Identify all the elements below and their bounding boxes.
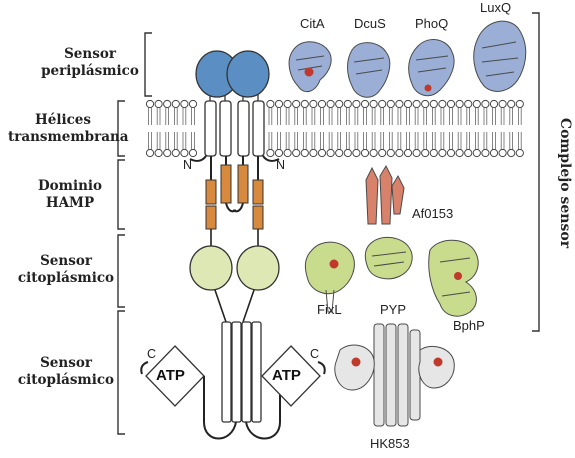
lipid-head bbox=[189, 100, 196, 107]
lipid-tail bbox=[372, 108, 375, 125]
c-terminus-right-label: C bbox=[310, 347, 320, 361]
lipid-tail bbox=[389, 108, 392, 125]
lipid-tail bbox=[286, 132, 289, 149]
lipid-tail bbox=[381, 132, 384, 149]
structure-BphP bbox=[429, 240, 478, 316]
protein-label-Af0153: Af0153 bbox=[412, 206, 454, 221]
lipid-head bbox=[284, 100, 291, 107]
lipid-head bbox=[396, 100, 403, 107]
bracket-cytoplasmic-2 bbox=[118, 311, 125, 434]
structure-DcuS bbox=[348, 43, 390, 98]
label-line-2: citoplásmico bbox=[17, 270, 115, 286]
lipid-tail bbox=[407, 108, 410, 125]
tm-helix bbox=[238, 101, 249, 156]
lipid-head bbox=[146, 149, 153, 156]
lipid-tail bbox=[174, 132, 177, 149]
dhp-helix bbox=[222, 322, 231, 422]
lipid-tail bbox=[166, 132, 169, 149]
lipid-head bbox=[327, 149, 334, 156]
lipid-head bbox=[301, 149, 308, 156]
lipid-head bbox=[293, 100, 300, 107]
lipid-head bbox=[327, 100, 334, 107]
lipid-head bbox=[430, 100, 437, 107]
hamp-linkers bbox=[211, 156, 258, 211]
lipid-head bbox=[370, 149, 377, 156]
lipid-tail bbox=[484, 132, 487, 149]
lipid-tail bbox=[415, 132, 418, 149]
cytoplasmic-domain-right bbox=[237, 246, 279, 290]
c-terminus-left bbox=[141, 362, 148, 374]
lipid-tail bbox=[501, 132, 504, 149]
structure-PYP bbox=[365, 237, 412, 278]
protein-label-PhoQ: PhoQ bbox=[415, 16, 449, 31]
lipid-tail bbox=[338, 132, 341, 149]
lipid-head bbox=[336, 149, 343, 156]
lipid-head bbox=[473, 149, 480, 156]
lipid-tail bbox=[183, 132, 186, 149]
lipid-head bbox=[499, 100, 506, 107]
protein-label-FixL: FixL bbox=[317, 302, 342, 317]
label-line-2: periplásmico bbox=[41, 63, 139, 79]
lipid-head bbox=[413, 100, 420, 107]
lipid-tail bbox=[355, 108, 358, 125]
lipid-head bbox=[439, 149, 446, 156]
lipid-tail bbox=[381, 108, 384, 125]
lipid-tail bbox=[183, 108, 186, 125]
tm-helix bbox=[205, 101, 216, 156]
label-line-1: Dominio bbox=[37, 178, 103, 194]
lipid-tail bbox=[441, 132, 444, 149]
lipid-head bbox=[344, 100, 351, 107]
lipid-head bbox=[164, 149, 171, 156]
lipid-head bbox=[465, 149, 472, 156]
lipid-tail bbox=[398, 132, 401, 149]
lipid-head bbox=[181, 100, 188, 107]
lipid-head bbox=[516, 149, 523, 156]
lipid-tail bbox=[510, 108, 513, 125]
lipid-head bbox=[189, 149, 196, 156]
cytoplasmic-domain-left bbox=[190, 246, 232, 290]
lipid-head bbox=[387, 100, 394, 107]
lipid-tail bbox=[295, 108, 298, 125]
structure-CitA bbox=[289, 42, 331, 92]
lipid-tail bbox=[321, 132, 324, 149]
label-periplasmic-sensor bbox=[40, 46, 140, 80]
lipid-head bbox=[267, 149, 274, 156]
protein-structures bbox=[289, 21, 526, 426]
lipid-head bbox=[447, 149, 454, 156]
c-terminus-left-label: C bbox=[147, 347, 157, 361]
dhp-helix bbox=[232, 322, 241, 422]
label-line-1: Sensor bbox=[40, 355, 92, 371]
hamp-helix bbox=[221, 165, 231, 203]
lipid-tail bbox=[338, 108, 341, 125]
lipid-head bbox=[318, 149, 325, 156]
label-line-2: citoplásmico bbox=[17, 372, 115, 388]
complex-sensor-label: Complejo sensor bbox=[557, 117, 573, 249]
lipid-head bbox=[267, 100, 274, 107]
lipid-head bbox=[361, 149, 368, 156]
lipid-tail bbox=[364, 132, 367, 149]
lipid-head bbox=[387, 149, 394, 156]
lipid-tail bbox=[518, 132, 521, 149]
lipid-head bbox=[473, 100, 480, 107]
lipid-tail bbox=[192, 132, 195, 149]
tm-helix bbox=[220, 101, 231, 156]
lipid-tail bbox=[398, 108, 401, 125]
lipid-tail bbox=[372, 132, 375, 149]
lipid-head bbox=[172, 149, 179, 156]
atp-left-label: ATP bbox=[156, 367, 185, 384]
hamp-helix bbox=[206, 180, 216, 204]
lipid-head bbox=[447, 100, 454, 107]
cytoplasmic-sensor-domain bbox=[190, 246, 279, 290]
lipid-head bbox=[181, 149, 188, 156]
lipid-tail bbox=[278, 132, 281, 149]
lipid-tail bbox=[364, 108, 367, 125]
structure-LuxQ bbox=[474, 21, 526, 91]
lipid-head bbox=[344, 149, 351, 156]
lipid-tail bbox=[355, 132, 358, 149]
protein-label-CitA: CitA bbox=[300, 16, 325, 31]
lipid-tail bbox=[458, 132, 461, 149]
dhp-helix bbox=[242, 322, 251, 422]
lipid-tail bbox=[441, 108, 444, 125]
lipid-tail bbox=[149, 108, 152, 125]
lipid-tail bbox=[321, 108, 324, 125]
lipid-head bbox=[482, 149, 489, 156]
lipid-tail bbox=[303, 132, 306, 149]
lipid-tail bbox=[415, 108, 418, 125]
lipid-tail bbox=[407, 132, 410, 149]
lipid-head bbox=[508, 149, 515, 156]
dhp-bundle bbox=[222, 322, 261, 422]
lipid-tail bbox=[346, 132, 349, 149]
hamp-helix bbox=[238, 165, 248, 203]
lipid-tail bbox=[389, 132, 392, 149]
structure-Af0153 bbox=[366, 166, 404, 224]
lipid-tail bbox=[510, 132, 513, 149]
lipid-head bbox=[310, 100, 317, 107]
lipid-tail bbox=[269, 108, 272, 125]
lipid-head bbox=[318, 100, 325, 107]
structure-HK853 bbox=[335, 324, 454, 426]
periplasmic-domain-right bbox=[227, 51, 269, 97]
hamp-domain bbox=[206, 165, 263, 229]
lipid-head bbox=[404, 100, 411, 107]
lipid-head bbox=[508, 100, 515, 107]
lipid-tail bbox=[450, 108, 453, 125]
lipid-tail bbox=[303, 108, 306, 125]
lipid-head bbox=[396, 149, 403, 156]
lipid-head bbox=[490, 149, 497, 156]
structure-PhoQ bbox=[409, 39, 454, 95]
lipid-tail bbox=[450, 132, 453, 149]
lipid-head bbox=[353, 100, 360, 107]
bracket-complex bbox=[532, 13, 539, 331]
label-cytoplasmic-sensor-2 bbox=[14, 355, 118, 389]
lipid-head bbox=[155, 149, 162, 156]
lipid-tail bbox=[467, 132, 470, 149]
lipid-tail bbox=[269, 132, 272, 149]
protein-label-HK853: HK853 bbox=[370, 436, 410, 451]
lipid-head bbox=[336, 100, 343, 107]
lipid-head bbox=[439, 100, 446, 107]
label-line-1: Hélices bbox=[34, 112, 91, 128]
lipid-head bbox=[301, 100, 308, 107]
lipid-head bbox=[516, 100, 523, 107]
lipid-head bbox=[275, 149, 282, 156]
lipid-tail bbox=[149, 132, 152, 149]
bracket-cytoplasmic-1 bbox=[118, 235, 125, 307]
n-termini bbox=[190, 156, 279, 161]
lipid-tail bbox=[493, 108, 496, 125]
periplasmic-sensor-domain bbox=[196, 51, 269, 97]
bracket-hamp bbox=[118, 160, 125, 229]
lipid-tail bbox=[432, 132, 435, 149]
lipid-head bbox=[361, 100, 368, 107]
lipid-head bbox=[456, 149, 463, 156]
lipid-head bbox=[422, 149, 429, 156]
lipid-tail bbox=[312, 108, 315, 125]
lipid-tail bbox=[312, 132, 315, 149]
lipid-head bbox=[155, 100, 162, 107]
lipid-head bbox=[456, 100, 463, 107]
lipid-tail bbox=[157, 108, 160, 125]
lipid-tail bbox=[174, 108, 177, 125]
lipid-tail bbox=[329, 132, 332, 149]
lipid-head bbox=[370, 100, 377, 107]
label-line-1: Sensor bbox=[64, 46, 116, 62]
lipid-head bbox=[146, 100, 153, 107]
lipid-head bbox=[430, 149, 437, 156]
lipid-head bbox=[379, 149, 386, 156]
lipid-tail bbox=[295, 132, 298, 149]
lipid-head bbox=[275, 100, 282, 107]
lipid-tail bbox=[484, 108, 487, 125]
lipid-head bbox=[172, 100, 179, 107]
lipid-tail bbox=[467, 108, 470, 125]
lipid-tail bbox=[329, 108, 332, 125]
lipid-tail bbox=[424, 132, 427, 149]
lipid-tail bbox=[475, 108, 478, 125]
lipid-head bbox=[284, 149, 291, 156]
lipid-head bbox=[422, 100, 429, 107]
lipid-head bbox=[413, 149, 420, 156]
protein-label-BphP: BphP bbox=[453, 318, 485, 333]
label-line-2: HAMP bbox=[45, 195, 95, 211]
transmembrane-helices bbox=[205, 101, 264, 156]
lipid-tail bbox=[278, 108, 281, 125]
dhp-linkers bbox=[215, 290, 254, 322]
membrane-bilayer bbox=[146, 100, 523, 156]
lipid-head bbox=[310, 149, 317, 156]
lipid-tail bbox=[192, 108, 195, 125]
lipid-head bbox=[499, 149, 506, 156]
lipid-head bbox=[465, 100, 472, 107]
lipid-head bbox=[293, 149, 300, 156]
c-terminus-right bbox=[318, 362, 325, 374]
protein-label-PYP: PYP bbox=[380, 302, 407, 317]
lipid-tail bbox=[493, 132, 496, 149]
hamp-helix bbox=[206, 206, 216, 229]
tm-helix bbox=[253, 101, 264, 156]
lipid-tail bbox=[432, 108, 435, 125]
lipid-tail bbox=[501, 108, 504, 125]
dhp-helix bbox=[252, 322, 261, 422]
lipid-head bbox=[379, 100, 386, 107]
lipid-tail bbox=[458, 108, 461, 125]
protein-label-LuxQ: LuxQ bbox=[480, 0, 512, 15]
domain-brackets bbox=[118, 33, 152, 434]
lipid-tail bbox=[518, 108, 521, 125]
n-terminus-left-label: N bbox=[183, 158, 193, 172]
lipid-head bbox=[482, 100, 489, 107]
atp-right-label: ATP bbox=[272, 367, 301, 384]
lipid-head bbox=[164, 100, 171, 107]
lipid-tail bbox=[346, 108, 349, 125]
lipid-tail bbox=[286, 108, 289, 125]
lipid-head bbox=[404, 149, 411, 156]
hamp-helix bbox=[253, 206, 263, 229]
cytoplasmic-linkers bbox=[211, 229, 258, 248]
protein-label-DcuS: DcuS bbox=[354, 16, 386, 31]
lipid-head bbox=[353, 149, 360, 156]
lipid-tail bbox=[475, 132, 478, 149]
lipid-head bbox=[490, 100, 497, 107]
lipid-tail bbox=[157, 132, 160, 149]
label-cytoplasmic-sensor bbox=[14, 253, 118, 287]
label-line-2: transmembrana bbox=[8, 129, 129, 145]
label-transmembrane-helices bbox=[8, 112, 129, 146]
n-terminus-right-label: N bbox=[276, 158, 286, 172]
lipid-tail bbox=[166, 108, 169, 125]
lipid-tail bbox=[424, 108, 427, 125]
hamp-helix bbox=[253, 180, 263, 204]
label-hamp-domain bbox=[22, 178, 118, 212]
label-line-1: Sensor bbox=[40, 253, 92, 269]
bracket-periplasmic bbox=[145, 33, 152, 96]
